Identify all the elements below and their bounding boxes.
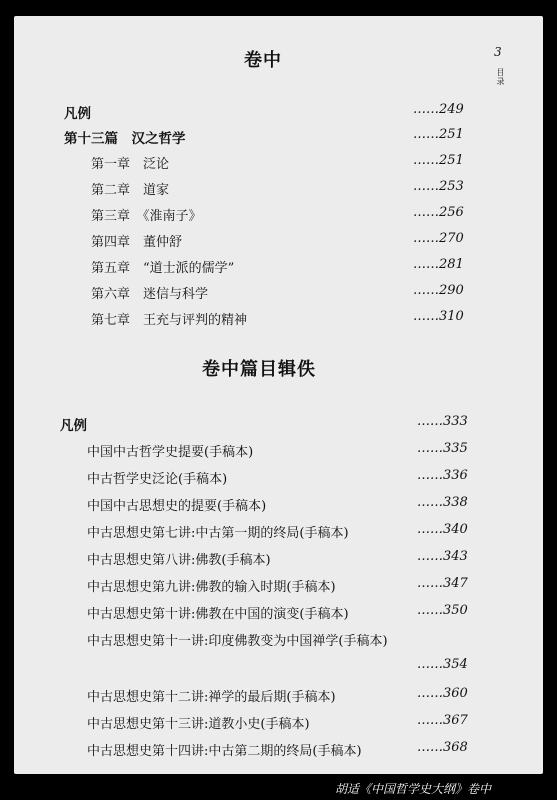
page-number: 3: [494, 45, 502, 59]
toc-entry-page: ……336: [417, 468, 468, 483]
photo-caption: 胡适《中国哲学史大纲》卷中: [334, 782, 491, 796]
toc-entry-page: ……253: [413, 179, 464, 194]
toc-entry-label: 第二章 道家: [91, 183, 170, 198]
toc-entry-label: 第五章 “道士派的儒学”: [91, 261, 235, 276]
toc-entry-label: 中古哲学史泛论(手稿本): [87, 472, 228, 487]
toc-entry-label: 中古思想史第七讲:中古第一期的终局(手稿本): [87, 526, 349, 541]
toc-entry-page: ……290: [413, 283, 464, 298]
toc-entry-page: ……367: [417, 713, 468, 728]
toc-entry-page: ……360: [417, 686, 468, 701]
toc-entry-label: 中国中古哲学史提要(手稿本): [87, 445, 254, 460]
toc-entry-label: 中古思想史第十一讲:印度佛教变为中国禅学(手稿本): [87, 634, 388, 649]
toc-entry-page: ……251: [413, 127, 464, 142]
book-page: [14, 16, 543, 774]
toc-entry-page: ……335: [417, 441, 468, 456]
toc-entry-page: ……281: [413, 257, 464, 272]
toc-entry-page: ……256: [413, 205, 464, 220]
toc-entry-label: 凡例: [64, 106, 91, 122]
toc-entry-page: ……343: [417, 549, 468, 564]
toc-entry-label: 中国中古思想史的提要(手稿本): [87, 499, 267, 514]
toc-entry-label: 凡例: [60, 418, 87, 434]
toc-entry-label: 中古思想史第十三讲:道教小史(手稿本): [87, 717, 310, 732]
toc-entry-page: ……310: [413, 309, 464, 324]
toc-entry-label: 中古思想史第十四讲:中古第二期的终局(手稿本): [87, 744, 362, 759]
toc-entry-label: 中古思想史第八讲:佛教(手稿本): [87, 553, 271, 568]
toc-entry-page: ……251: [413, 153, 464, 168]
toc-entry-page: ……338: [417, 495, 468, 510]
section-title-1: 卷中: [244, 50, 282, 71]
toc-entry-label: 第六章 迷信与科学: [91, 287, 209, 302]
toc-entry-page: ……354: [417, 657, 468, 672]
toc-entry-label: 第四章 董仲舒: [91, 235, 183, 250]
side-label: 目录: [496, 68, 505, 86]
toc-entry-label: 第三章 《淮南子》: [91, 209, 202, 224]
toc-entry-label: 第一章 泛论: [91, 157, 170, 172]
toc-entry-page: ……368: [417, 740, 468, 755]
toc-entry-page: ……340: [417, 522, 468, 537]
toc-entry-page: ……350: [417, 603, 468, 618]
toc-entry-label: 中古思想史第十讲:佛教在中国的演变(手稿本): [87, 607, 349, 622]
toc-entry-page: ……333: [417, 414, 468, 429]
toc-entry-label: 中古思想史第九讲:佛教的输入时期(手稿本): [87, 580, 336, 595]
toc-entry-label: 第十三篇 汉之哲学: [64, 131, 186, 147]
toc-entry-page: ……270: [413, 231, 464, 246]
toc-entry-label: 第七章 王充与评判的精神: [91, 313, 248, 328]
toc-entry-page: ……347: [417, 576, 468, 591]
toc-entry-page: ……249: [413, 102, 464, 117]
section-title-2: 卷中篇目辑佚: [202, 359, 316, 380]
toc-entry-label: 中古思想史第十二讲:禅学的最后期(手稿本): [87, 690, 336, 705]
